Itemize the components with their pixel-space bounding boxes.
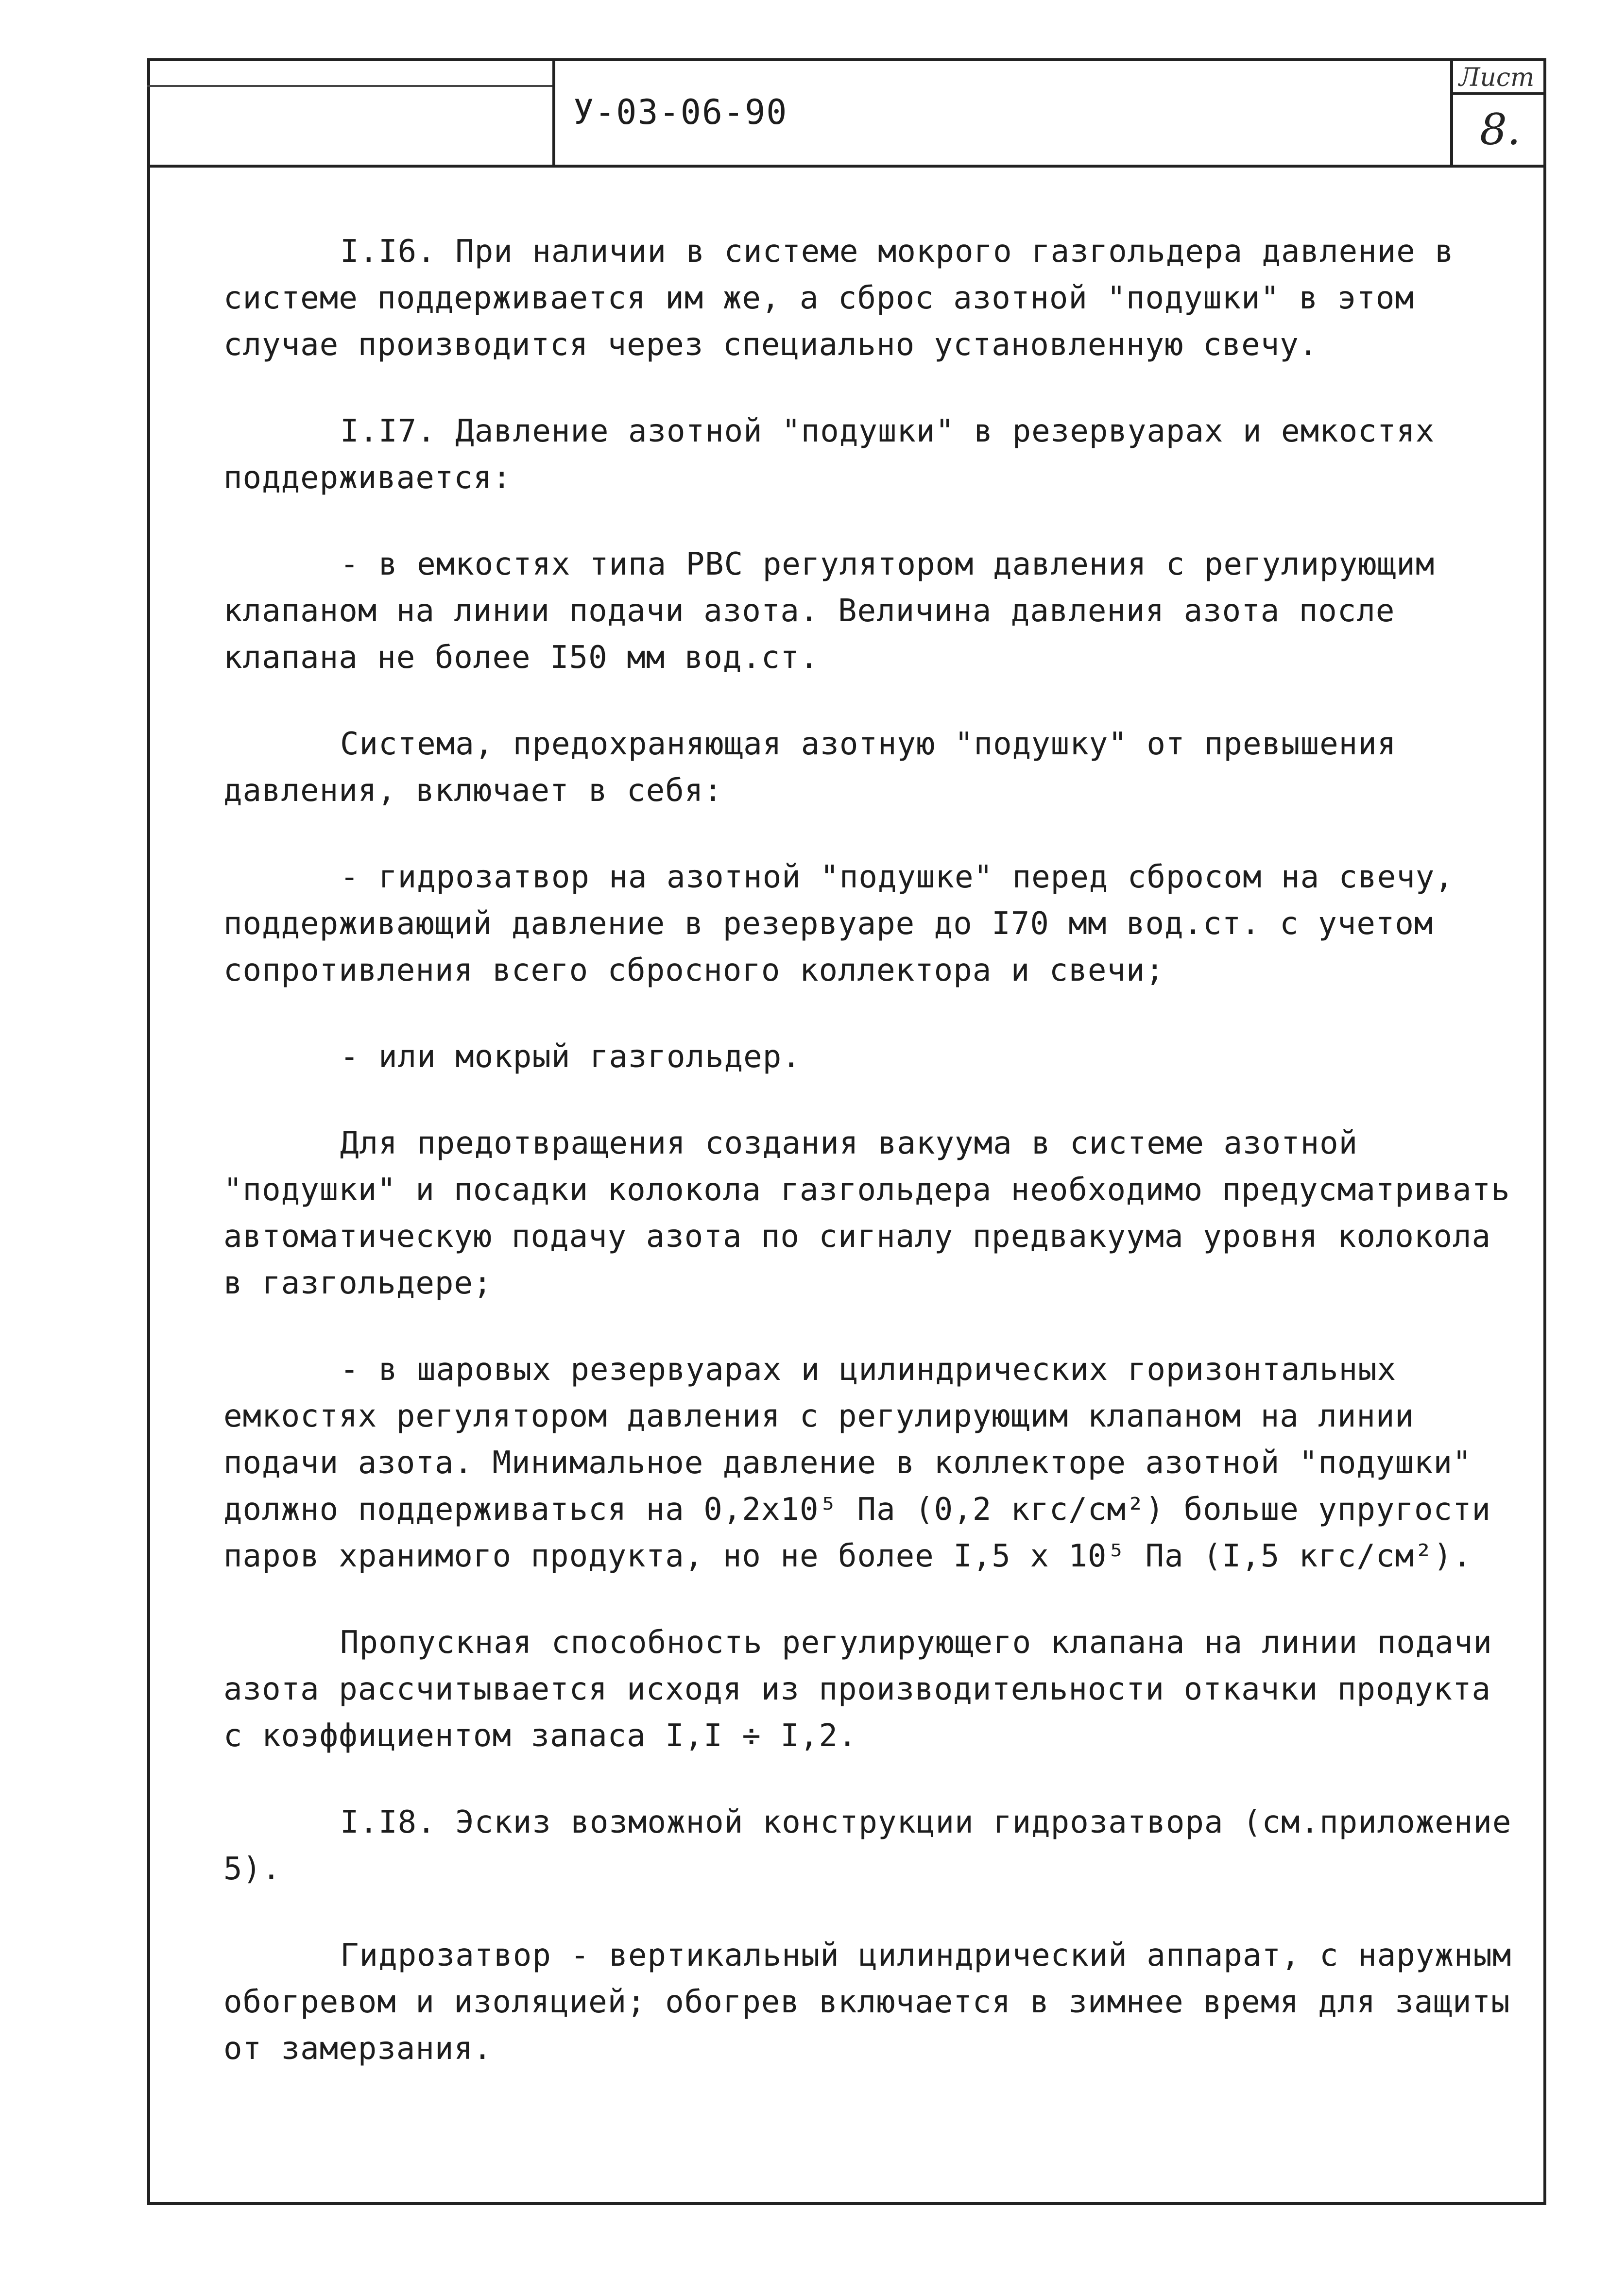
- paragraph-protection-system: Система, предохраняющая азотную "подушку" от превышения давления, включает в себя:: [223, 726, 1416, 809]
- paragraph-hydraulic-seal-description: Гидрозатвор - вертикальный цилиндрический аппарат, с наружным обогревом и изоляцией; обогрев включается в зимнее время для защиты от замерзания.: [223, 1938, 1531, 2067]
- paragraph-1-16: I.I6. При наличии в системе мокрого газгольдера давление в системе поддерживается им же, а сброс азотной "подушки" в этом случае производится через специально установленную свечу.: [223, 234, 1473, 363]
- paragraph-1-18: I.I8. Эскиз возможной конструкции гидрозатвора (см.приложение 5).: [223, 1804, 1531, 1887]
- paragraph-rvs-tanks: - в емкостях типа РВС регулятором давления с регулирующим клапаном на линии подачи азота. Величина давления азота после клапана не более I50 мм вод.ст.: [223, 546, 1454, 676]
- title-block-divider: [147, 85, 552, 87]
- document-code: У-03-06-90: [573, 92, 788, 132]
- paragraph-spherical-tanks: - в шаровых резервуарах и цилиндрических горизонтальных емкостях регулятором давления с регулирующим клапаном на линии подачи азота. Минимальное давление в коллекторе азотной "подушки" должно поддерживаться на 0,2x10⁵ Па (0,2 кгс/см²) больше упругости паров хранимого продукта, но не более I,5 x 10⁵ Па (I,5 кгс/см²).: [223, 1352, 1510, 1574]
- paragraph-1-17: I.I7. Давление азотной "подушки" в резервуарах и емкостях поддерживается:: [223, 413, 1454, 496]
- paragraph-vacuum-prevention: Для предотвращения создания вакуума в системе азотной "подушки" и посадки колокола газгольдера необходимо предусматривать автоматическую подачу азота по сигналу предвакуума уровня колокола в газгольдере;: [223, 1125, 1530, 1301]
- paragraph-wet-gasholder: - или мокрый газгольдер.: [340, 1039, 801, 1075]
- document-body: [223, 228, 1531, 2112]
- title-block-left-cell: [147, 58, 555, 165]
- paragraph-hydraulic-seal: - гидрозатвор на азотной "подушке" перед сбросом на свечу, поддерживающий давление в резервуаре до I70 мм вод.ст. с учетом сопротивления всего сбросного коллектора и свечи;: [223, 859, 1473, 988]
- sheet-number-box: [1450, 58, 1546, 168]
- paragraph-valve-capacity: Пропускная способность регулирующего клапана на линии подачи азота рассчитывается исходя из производительности откачки продукта с коэффициентом запаса I,I ÷ I,2.: [223, 1625, 1512, 1754]
- sheet-label: Лист: [1459, 63, 1535, 92]
- sheet-box-divider: [1453, 92, 1546, 95]
- title-block: [147, 58, 1546, 168]
- sheet-number: 8.: [1480, 104, 1521, 154]
